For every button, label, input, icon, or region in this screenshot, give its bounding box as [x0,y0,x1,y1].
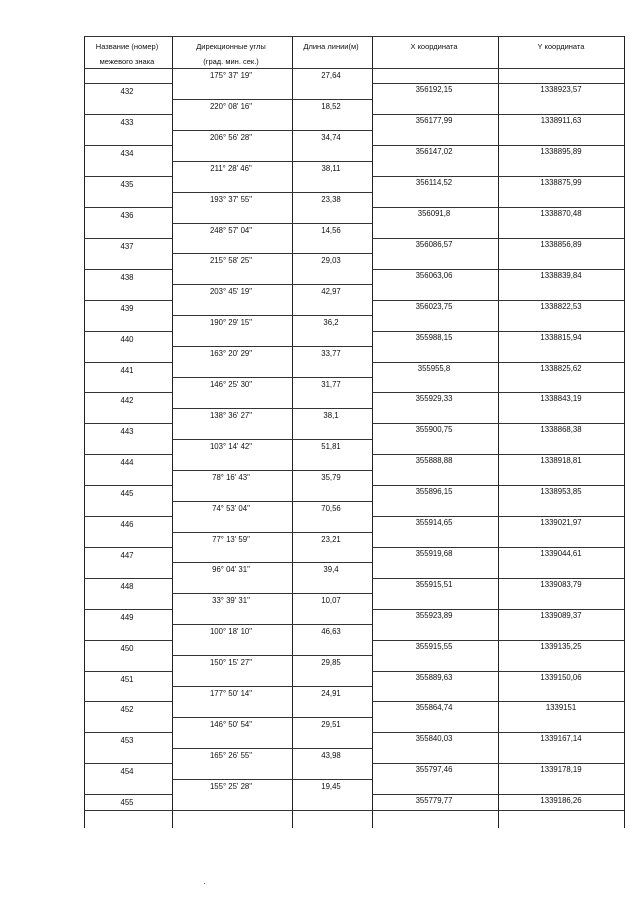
line-length: 19,45 [321,781,341,791]
row-rule [372,732,624,733]
boundary-mark-number: 433 [120,118,134,128]
line-length: 14,56 [321,225,341,235]
row-rule [372,238,624,239]
boundary-mark-number: 440 [120,334,134,344]
boundary-mark-number: 435 [120,180,134,190]
y-coordinate: 1338839,84 [540,270,582,280]
y-coordinate: 1339186,26 [540,796,582,806]
direction-angle: 150° 15' 27" [209,658,253,668]
header-angle-line1: Дирекционные углы [196,42,266,51]
column-rule [292,36,293,828]
line-length: 70,56 [321,503,341,513]
line-length: 42,97 [321,287,341,297]
row-rule [172,315,372,316]
row-rule [372,609,624,610]
line-length: 18,52 [321,101,341,111]
line-length: 31,77 [321,380,341,389]
direction-angle: 177° 50' 14" [209,689,253,698]
x-coordinate: 355896,15 [415,487,453,497]
direction-angle: 33° 39' 31" [212,596,250,606]
row-rule [172,501,372,502]
y-coordinate: 1338843,19 [540,394,582,404]
x-coordinate: 356147,02 [415,147,453,157]
row-rule [172,655,372,656]
row-rule [172,686,372,687]
row-rule [372,145,624,146]
direction-angle: 155° 25' 28" [209,781,253,791]
row-rule [84,671,172,672]
x-coordinate: 355919,68 [415,548,453,558]
y-coordinate: 1339083,79 [540,579,582,589]
direction-angle: 211° 28' 46" [210,163,252,173]
y-coordinate: 1338870,48 [540,209,582,219]
boundary-mark-number: 449 [120,612,134,622]
row-rule [172,99,372,100]
direction-angle: 138° 36' 27" [209,410,253,420]
row-rule [84,331,172,332]
stray-dot [204,883,205,884]
column-rule [624,36,625,828]
x-coordinate: 355988,15 [415,332,453,342]
row-rule [372,83,624,84]
x-coordinate: 355914,65 [415,518,453,528]
boundary-mark-number: 447 [120,550,134,560]
row-rule [84,609,172,610]
x-coordinate: 355779,77 [415,796,453,806]
row-rule [84,362,172,363]
row-rule [84,207,172,208]
table-bottom-rule [84,810,624,811]
row-rule [172,223,372,224]
line-length: 29,85 [321,658,341,668]
line-length: 29,51 [321,719,341,729]
y-coordinate: 1338868,38 [540,425,582,435]
row-rule [84,300,172,301]
y-coordinate: 1339150,06 [540,672,582,682]
row-rule [172,717,372,718]
y-coordinate: 1339151 [545,703,577,713]
boundary-mark-number: 432 [120,87,134,97]
direction-angle: 78° 16' 43" [212,472,250,482]
line-length: 36,2 [323,318,339,328]
x-coordinate: 356063,06 [415,270,453,280]
row-rule [84,794,172,795]
header-x: X координата [410,42,458,51]
line-length: 38,1 [323,410,339,420]
row-rule [372,423,624,424]
boundary-mark-number: 453 [120,736,134,746]
header-length: Длина линии(м) [303,42,359,51]
x-coordinate: 355915,55 [415,641,453,651]
row-rule [172,532,372,533]
row-rule [84,578,172,579]
y-coordinate: 1338911,63 [540,116,582,126]
boundary-mark-number: 445 [120,489,134,499]
y-coordinate: 1338875,99 [540,178,582,188]
table-top-rule [84,36,624,37]
row-rule [372,392,624,393]
y-coordinate: 1338856,89 [540,239,582,249]
line-length: 24,91 [321,689,341,698]
y-coordinate: 1338822,53 [540,301,582,311]
line-length: 34,74 [321,132,341,142]
row-rule [84,392,172,393]
row-rule [84,145,172,146]
y-coordinate: 1339135,25 [540,641,582,651]
y-coordinate: 1339089,37 [540,610,582,620]
row-rule [172,377,372,378]
x-coordinate: 355915,51 [415,579,453,589]
boundary-mark-number: 443 [120,427,134,437]
boundary-mark-number: 448 [120,581,134,591]
row-rule [372,454,624,455]
x-coordinate: 356086,57 [415,239,453,249]
x-coordinate: 355955,8 [417,363,451,373]
row-rule [172,748,372,749]
boundary-mark-number: 436 [120,211,134,221]
row-rule [172,161,372,162]
row-rule [172,192,372,193]
column-rule [172,36,173,828]
y-coordinate: 1339021,97 [540,518,582,528]
row-rule [372,794,624,795]
direction-angle: 248° 57' 04" [209,225,253,235]
boundary-mark-number: 450 [120,643,134,653]
direction-angle: 175° 37' 19" [209,71,253,80]
y-coordinate: 1338815,94 [540,332,582,342]
row-rule [84,269,172,270]
row-rule [84,83,172,84]
y-coordinate: 1338825,62 [540,363,582,373]
direction-angle: 96° 04' 31" [212,565,250,575]
line-length: 27,64 [321,71,341,80]
y-coordinate: 1338923,57 [540,85,582,95]
direction-angle: 146° 25' 30" [209,380,253,389]
direction-angle: 193° 37' 55" [209,194,253,204]
header-bottom-rule [84,68,624,69]
row-rule [372,701,624,702]
line-length: 29,03 [321,256,341,266]
row-rule [372,485,624,486]
row-rule [84,763,172,764]
row-rule [172,779,372,780]
row-rule [372,362,624,363]
boundary-mark-number: 444 [120,458,134,468]
row-rule [372,671,624,672]
x-coordinate: 355888,88 [415,456,453,466]
line-length: 38,11 [321,163,341,173]
y-coordinate: 1339044,61 [540,548,582,558]
row-rule [172,439,372,440]
y-coordinate: 1338953,85 [540,487,582,497]
row-rule [372,763,624,764]
direction-angle: 206° 56' 28" [209,132,253,142]
direction-angle: 163° 20' 29" [209,349,253,359]
row-rule [372,207,624,208]
row-rule [84,701,172,702]
row-rule [84,732,172,733]
row-rule [372,114,624,115]
row-rule [372,331,624,332]
boundary-mark-number: 442 [120,396,134,406]
y-coordinate: 1338895,89 [540,147,582,157]
boundary-mark-number: 438 [120,272,134,282]
line-length: 46,63 [321,627,341,637]
x-coordinate: 356023,75 [415,301,453,311]
boundary-mark-number: 434 [120,149,134,159]
table-header [84,36,624,68]
x-coordinate: 355864,74 [415,703,453,713]
line-length: 33,77 [321,349,341,359]
row-rule [372,269,624,270]
boundary-mark-number: 454 [120,767,134,777]
x-coordinate: 355840,03 [415,734,453,744]
row-rule [372,300,624,301]
row-rule [172,253,372,254]
header-name-line2: межевого знака [99,57,155,66]
direction-angle: 77° 13' 59" [212,534,250,544]
direction-angle: 74° 53' 04" [212,503,250,513]
line-length: 10,07 [321,596,341,606]
y-coordinate: 1339178,19 [540,765,582,775]
boundary-mark-number: 455 [120,798,134,808]
row-rule [372,516,624,517]
direction-angle: 215° 58' 25" [209,256,253,266]
line-length: 43,98 [321,750,341,760]
direction-angle: 220° 08' 16" [209,101,253,111]
line-length: 39,4 [323,565,339,575]
line-length: 35,79 [321,472,341,482]
row-rule [84,454,172,455]
x-coordinate: 355889,63 [415,672,453,682]
row-rule [172,470,372,471]
header-name-line1: Название (номер) [95,42,159,51]
row-rule [84,176,172,177]
row-rule [372,640,624,641]
direction-angle: 103° 14' 42" [209,441,253,451]
x-coordinate: 355929,33 [415,394,453,404]
row-rule [84,114,172,115]
row-rule [172,593,372,594]
boundary-mark-number: 441 [120,365,134,375]
y-coordinate: 1339167,14 [540,734,582,744]
direction-angle: 203° 45' 19" [209,287,253,297]
direction-angle: 190° 29' 15" [209,318,253,328]
x-coordinate: 356177,99 [415,116,453,126]
row-rule [172,408,372,409]
row-rule [172,130,372,131]
row-rule [84,547,172,548]
x-coordinate: 356192,15 [415,85,453,95]
boundary-mark-number: 446 [120,520,134,530]
x-coordinate: 356114,52 [415,178,453,188]
row-rule [172,624,372,625]
line-length: 51,81 [321,441,341,451]
row-rule [84,640,172,641]
direction-angle: 100° 18' 10" [209,627,253,637]
x-coordinate: 355923,89 [415,610,453,620]
line-length: 23,38 [321,194,341,204]
row-rule [172,562,372,563]
boundary-mark-number: 451 [120,674,134,684]
row-rule [372,176,624,177]
direction-angle: 165° 26' 55" [209,750,253,760]
boundary-mark-number: 439 [120,303,134,313]
y-coordinate: 1338918,81 [540,456,582,466]
line-length: 23,21 [321,534,341,544]
row-rule [84,485,172,486]
row-rule [172,346,372,347]
header-y: Y координата [537,42,585,51]
row-rule [372,547,624,548]
x-coordinate: 356091,8 [417,209,451,219]
row-rule [84,423,172,424]
row-rule [84,516,172,517]
row-rule [372,578,624,579]
boundary-mark-number: 437 [120,241,134,251]
x-coordinate: 355900,75 [415,425,453,435]
header-angle-line2: (град. мин. сек.) [203,57,259,66]
row-rule [84,238,172,239]
direction-angle: 146° 50' 54" [209,719,253,729]
x-coordinate: 355797,46 [415,765,453,775]
row-rule [172,284,372,285]
boundary-mark-number: 452 [120,705,134,715]
